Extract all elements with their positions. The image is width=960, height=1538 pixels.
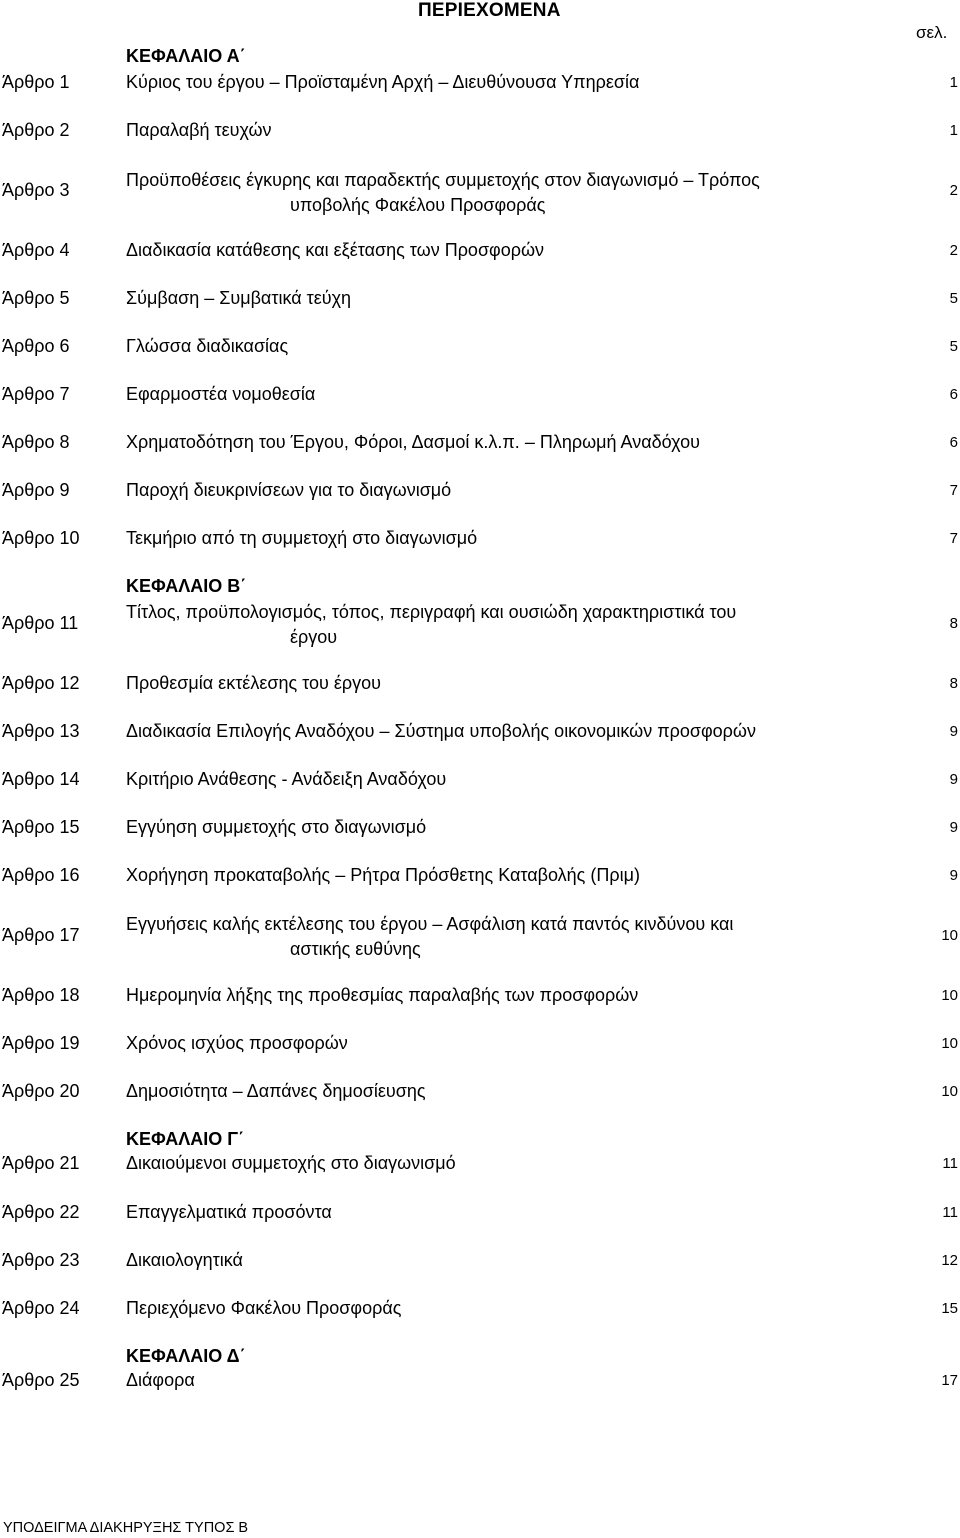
article-number: Άρθρο 11 bbox=[2, 613, 79, 633]
article-number: Άρθρο 25 bbox=[2, 1370, 80, 1390]
article-number: Άρθρο 1 bbox=[2, 72, 70, 92]
page-number: 10 bbox=[941, 987, 958, 1004]
article-title-line-1: Εγγυήσεις καλής εκτέλεσης του έργου – Ασφάλιση κατά παντός κινδύνου και bbox=[126, 914, 734, 934]
article-number: Άρθρο 21 bbox=[2, 1153, 80, 1173]
article-title: Δημοσιότητα – Δαπάνες δημοσίευσης bbox=[126, 1081, 426, 1101]
article-title: Επαγγελματικά προσόντα bbox=[126, 1202, 332, 1222]
article-title: Κριτήριο Ανάθεσης - Ανάδειξη Αναδόχου bbox=[126, 769, 447, 789]
page-number: 15 bbox=[941, 1300, 958, 1317]
article-number: Άρθρο 12 bbox=[2, 673, 80, 693]
page-number: 9 bbox=[949, 819, 958, 836]
article-number: Άρθρο 22 bbox=[2, 1202, 80, 1222]
page-number: 12 bbox=[941, 1252, 958, 1269]
chapter-b-heading: ΚΕΦΑΛΑΙΟ Β΄ bbox=[126, 576, 247, 596]
page-number: 17 bbox=[941, 1372, 958, 1389]
article-number: Άρθρο 24 bbox=[2, 1298, 80, 1318]
article-title: Τεκμήριο από τη συμμετοχή στο διαγωνισμό bbox=[126, 528, 478, 548]
chapter-d-heading: ΚΕΦΑΛΑΙΟ Δ΄ bbox=[126, 1346, 246, 1366]
article-number: Άρθρο 3 bbox=[2, 180, 70, 200]
article-title-line-2: έργου bbox=[290, 627, 338, 647]
article-title-line-2: αστικής ευθύνης bbox=[290, 939, 421, 959]
article-title: Διαδικασία Επιλογής Αναδόχου – Σύστημα υποβολής οικονομικών προσφορών bbox=[126, 721, 756, 741]
page-title: ΠΕΡΙΕΧΟΜΕΝΑ bbox=[418, 0, 561, 21]
article-number: Άρθρο 7 bbox=[2, 384, 70, 404]
page-number: 11 bbox=[942, 1155, 958, 1172]
page-number: 11 bbox=[942, 1204, 958, 1221]
page-number: 5 bbox=[949, 290, 958, 307]
article-number: Άρθρο 14 bbox=[2, 769, 80, 789]
page-number: 1 bbox=[949, 74, 958, 91]
article-title: Σύμβαση – Συμβατικά τεύχη bbox=[126, 288, 352, 308]
article-title-line-1: Προϋποθέσεις έγκυρης και παραδεκτής συμμετοχής στον διαγωνισμό – Τρόπος bbox=[126, 170, 760, 190]
article-number: Άρθρο 10 bbox=[2, 528, 80, 548]
page-number: 9 bbox=[949, 867, 958, 884]
article-number: Άρθρο 4 bbox=[2, 240, 70, 260]
article-title: Κύριος του έργου – Προϊσταμένη Αρχή – Διευθύνουσα Υπηρεσία bbox=[126, 72, 640, 92]
article-title: Δικαιολογητικά bbox=[126, 1250, 243, 1270]
page-number: 8 bbox=[949, 675, 958, 692]
article-number: Άρθρο 23 bbox=[2, 1250, 80, 1270]
page-number: 7 bbox=[949, 530, 958, 547]
page-number: 9 bbox=[949, 723, 958, 740]
article-title: Παροχή διευκρινίσεων για το διαγωνισμό bbox=[126, 480, 452, 500]
article-title: Χρηματοδότηση του Έργου, Φόροι, Δασμοί κ.λ.π. – Πληρωμή Αναδόχου bbox=[126, 432, 700, 452]
article-title: Διαδικασία κατάθεσης και εξέτασης των Προσφορών bbox=[126, 240, 545, 260]
article-title-line-2: υποβολής Φακέλου Προσφοράς bbox=[290, 195, 546, 215]
page-number: 10 bbox=[941, 1083, 958, 1100]
article-title: Παραλαβή τευχών bbox=[126, 120, 272, 140]
article-number: Άρθρο 18 bbox=[2, 985, 80, 1005]
article-title: Εφαρμοστέα νομοθεσία bbox=[126, 384, 316, 404]
article-title: Δικαιούμενοι συμμετοχής στο διαγωνισμό bbox=[126, 1153, 456, 1173]
article-title: Προθεσμία εκτέλεσης του έργου bbox=[126, 673, 381, 693]
article-title-line-1: Τίτλος, προϋπολογισμός, τόπος, περιγραφή και ουσιώδη χαρακτηριστικά του bbox=[126, 602, 737, 622]
page-number: 10 bbox=[941, 1035, 958, 1052]
page-column-header: σελ. bbox=[916, 23, 948, 42]
article-number: Άρθρο 8 bbox=[2, 432, 70, 452]
page-number: 5 bbox=[949, 338, 958, 355]
article-title bbox=[126, 912, 886, 962]
article-number: Άρθρο 15 bbox=[2, 817, 80, 837]
article-title: Εγγύηση συμμετοχής στο διαγωνισμό bbox=[126, 817, 427, 837]
article-title: Διάφορα bbox=[126, 1370, 195, 1390]
page-number: 9 bbox=[949, 771, 958, 788]
article-number: Άρθρο 16 bbox=[2, 865, 80, 885]
page-number: 7 bbox=[949, 482, 958, 499]
page-number: 1 bbox=[949, 122, 958, 139]
article-title: Περιεχόμενο Φακέλου Προσφοράς bbox=[126, 1298, 402, 1318]
article-number: Άρθρο 2 bbox=[2, 120, 70, 140]
page-number: 2 bbox=[949, 182, 958, 199]
article-title: Χορήγηση προκαταβολής – Ρήτρα Πρόσθετης Καταβολής (Πριμ) bbox=[126, 865, 640, 885]
article-number: Άρθρο 17 bbox=[2, 925, 80, 945]
article-number: Άρθρο 19 bbox=[2, 1033, 80, 1053]
article-title bbox=[126, 600, 886, 650]
page-number: 8 bbox=[949, 615, 958, 632]
article-number: Άρθρο 20 bbox=[2, 1081, 80, 1101]
page-number: 2 bbox=[949, 242, 958, 259]
article-title: Χρόνος ισχύος προσφορών bbox=[126, 1033, 348, 1053]
page-number: 6 bbox=[949, 386, 958, 403]
article-number: Άρθρο 6 bbox=[2, 336, 70, 356]
chapter-a-heading: ΚΕΦΑΛΑΙΟ Α΄ bbox=[126, 46, 246, 66]
article-number: Άρθρο 5 bbox=[2, 288, 70, 308]
document-footer: ΥΠΟΔΕΙΓΜΑ ΔΙΑΚΗΡΥΞΗΣ ΤΥΠΟΣ Β bbox=[3, 1520, 249, 1536]
article-number: Άρθρο 13 bbox=[2, 721, 80, 741]
article-title: Γλώσσα διαδικασίας bbox=[126, 336, 289, 356]
page-number: 6 bbox=[949, 434, 958, 451]
article-number: Άρθρο 9 bbox=[2, 480, 70, 500]
article-title: Ημερομηνία λήξης της προθεσμίας παραλαβής των προσφορών bbox=[126, 985, 639, 1005]
article-title bbox=[126, 168, 886, 218]
chapter-c-heading: ΚΕΦΑΛΑΙΟ Γ΄ bbox=[126, 1129, 245, 1149]
page-number: 10 bbox=[941, 927, 958, 944]
